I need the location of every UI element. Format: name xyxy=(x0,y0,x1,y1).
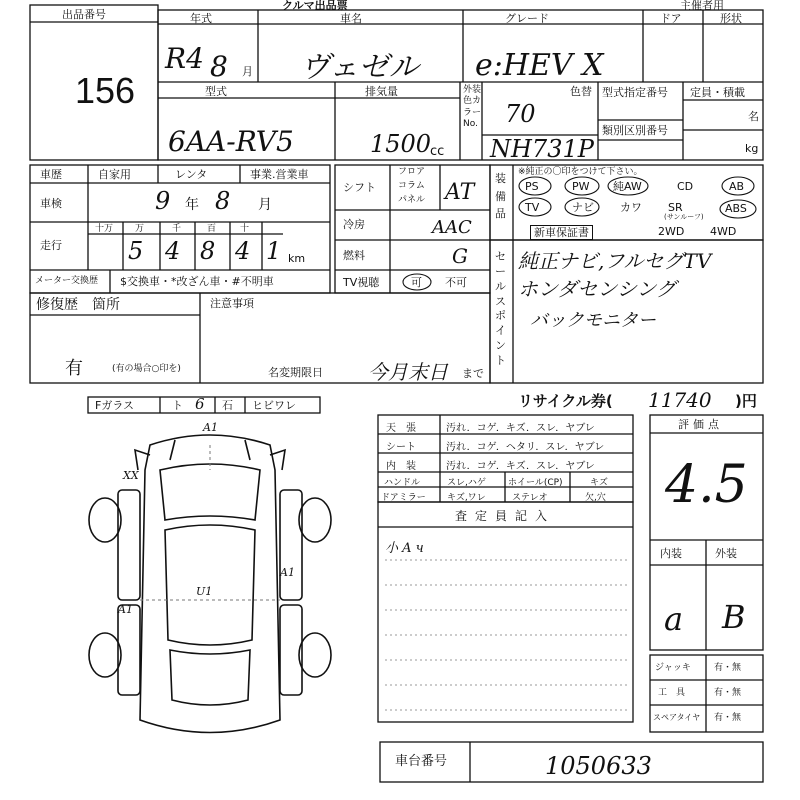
capacity-kg-unit: kg xyxy=(745,142,759,155)
jack-value: 有・無 xyxy=(714,663,742,673)
equipment-sunroof: SR xyxy=(668,201,683,214)
mileage-digit-1: 5 xyxy=(128,237,144,265)
interior-grade-label: 内装 xyxy=(660,547,682,560)
fuel-label: 燃料 xyxy=(343,249,365,262)
glass-crack: ヒビワレ xyxy=(252,399,296,412)
equipment-cd: CD xyxy=(677,180,694,193)
new-car-warranty: 新車保証書 xyxy=(530,225,593,240)
tools-label: 工 具 xyxy=(658,688,686,698)
inspection-year-unit: 年 xyxy=(185,197,199,213)
shift-value: AT xyxy=(445,180,475,205)
diagram-mark-xx: XX xyxy=(123,469,139,482)
fuel-value: G xyxy=(452,244,468,268)
condition-mirror-label: ドアミラー xyxy=(381,493,426,503)
equipment-leather: カワ xyxy=(620,201,642,214)
notes-label: 注意事項 xyxy=(210,297,254,310)
exterior-color-label: 外装色カラーNo. xyxy=(463,85,482,129)
mileage-place-1k: 千 xyxy=(172,224,182,234)
inspection-year: 9 xyxy=(155,187,171,215)
mileage-digit-5: 1 xyxy=(266,237,282,265)
capacity-label: 定員・積載 xyxy=(690,86,745,99)
sales-point-label: セールスポイント xyxy=(495,250,506,367)
meter-swap-options: $交換車・*改ざん車・#不明車 xyxy=(120,275,274,288)
doors-label: ドア xyxy=(660,12,682,25)
condition-interior-options: 汚れ．コゲ．キズ．スレ．ヤブレ xyxy=(446,461,595,472)
repair-history-label: 修復歴 箇所 xyxy=(36,297,120,313)
equipment-airbag: AB xyxy=(729,180,745,193)
score-value: 4.5 xyxy=(665,455,748,515)
business-use-label: 事業.営業車 xyxy=(250,168,309,181)
diagram-mark-right: A1 xyxy=(280,566,295,579)
inspection-label: 車検 xyxy=(40,197,62,210)
meter-swap-label: メーター交換歴 xyxy=(35,276,99,286)
condition-ceiling-options: 汚れ．コゲ．キズ．スレ．ヤブレ xyxy=(446,423,595,434)
jack-label: ジャッキ xyxy=(655,663,691,673)
mileage-digit-2: 4 xyxy=(165,237,181,265)
condition-seat-label: シート xyxy=(386,442,416,453)
inspection-month: 8 xyxy=(215,187,231,215)
equipment-label: 装備品 xyxy=(495,172,506,221)
recycle-label: リサイクル券( xyxy=(518,392,613,410)
name-change-deadline-label: 名変期限日 xyxy=(268,366,323,379)
tools-value: 有・無 xyxy=(714,688,742,698)
equipment-pw: PW xyxy=(572,180,590,193)
displacement-value: 1500 xyxy=(370,130,432,158)
model-value: 6AA-RV5 xyxy=(168,125,294,158)
displacement-unit: cc xyxy=(430,144,445,159)
inspector-label: 査定員記入 xyxy=(455,509,556,523)
mileage-place-10k: 万 xyxy=(135,224,145,234)
glass-stone: 石 xyxy=(222,399,233,412)
shift-option-column: コラム xyxy=(398,181,425,191)
lot-number: 156 xyxy=(75,70,136,111)
condition-mirror-options: キズ,ワレ xyxy=(447,493,486,503)
repair-value: 有 xyxy=(65,358,83,379)
inspection-month-unit: 月 xyxy=(258,197,272,213)
shift-option-floor: フロア xyxy=(398,167,426,177)
private-use-label: 自家用 xyxy=(98,168,131,181)
recycle-suffix: )円 xyxy=(735,392,757,410)
name-change-deadline-value: 今月末日 xyxy=(368,360,448,384)
name-change-deadline-suffix: まで xyxy=(462,367,484,380)
color-number-value: NH731P xyxy=(490,135,594,163)
grade-label: グレード xyxy=(505,12,549,25)
ac-label: 冷房 xyxy=(343,218,365,231)
sales-point-line-1: 純正ナビ,フルセグTV xyxy=(518,249,712,273)
equipment-note: ※純正の〇印をつけて下さい。 xyxy=(518,167,643,177)
month-value: 8 xyxy=(210,50,228,83)
shape-label: 形状 xyxy=(720,12,742,25)
shift-label: シフト xyxy=(343,181,376,194)
equipment-ps: PS xyxy=(525,180,539,193)
displacement-label: 排気量 xyxy=(365,85,398,98)
lot-number-label: 出品番号 xyxy=(62,8,106,21)
condition-interior-label: 内 装 xyxy=(386,461,416,472)
mileage-unit: km xyxy=(288,252,306,265)
year-value: R4 xyxy=(165,42,204,75)
recycle-value: 11740 xyxy=(648,388,712,412)
interior-grade-value: a xyxy=(664,600,684,638)
sunroof-note: (サンルーフ) xyxy=(664,213,704,221)
spare-tire-label: スペアタイヤ xyxy=(653,713,701,722)
chassis-label: 車台番号 xyxy=(395,754,448,769)
condition-ceiling-label: 天 張 xyxy=(386,423,416,434)
tv-label: TV視聴 xyxy=(343,276,380,289)
grade-value: e:HEV X xyxy=(475,48,604,83)
glass-front: Fガラス xyxy=(95,399,134,412)
mileage-place-100k: 十万 xyxy=(95,224,114,234)
color-swap-label: 色替 xyxy=(570,85,592,98)
glass-to: ト xyxy=(172,399,183,412)
model-label: 型式 xyxy=(205,85,227,98)
category-label: 類別区別番号 xyxy=(602,124,668,137)
equipment-tv: TV xyxy=(525,201,540,214)
equipment-navi: ナビ xyxy=(572,201,594,214)
equipment-abs: ABS xyxy=(725,202,747,215)
month-unit: 月 xyxy=(242,65,253,78)
shift-option-panel: パネル xyxy=(398,195,426,205)
form-title: クルマ出品票 xyxy=(282,0,348,12)
score-label: 評価点 xyxy=(678,418,723,431)
mileage-place-10: 十 xyxy=(240,224,250,234)
drive-2wd: 2WD xyxy=(658,225,685,238)
vehicle-history-label: 車歴 xyxy=(40,168,62,181)
mileage-label: 走行 xyxy=(40,239,62,252)
rental-label: レンタ xyxy=(175,168,208,181)
sales-point-line-2: ホンダセンシング xyxy=(518,277,676,301)
condition-wheel-label: ホイール(CP) xyxy=(508,478,563,488)
diagram-mark-roof: U1 xyxy=(196,585,213,598)
condition-seat-options: 汚れ．コゲ．ヘタリ．スレ．ヤブレ xyxy=(446,442,605,453)
condition-handle-options: スレ,ハゲ xyxy=(447,478,486,488)
capacity-persons-unit: 名 xyxy=(748,110,759,123)
glass-mark: 6 xyxy=(195,395,205,413)
tv-no-option: 不可 xyxy=(445,276,467,289)
tv-yes-option: 可 xyxy=(411,276,422,289)
make-label: 車名 xyxy=(340,12,362,25)
inspector-note: 小 A ч xyxy=(385,541,424,556)
diagram-mark-left: A1 xyxy=(118,603,133,616)
mileage-digit-3: 8 xyxy=(200,237,216,265)
ac-value: AAC xyxy=(432,217,472,238)
color-value: 70 xyxy=(505,100,536,128)
mileage-place-100: 百 xyxy=(207,224,217,234)
spare-tire-value: 有・無 xyxy=(714,713,742,723)
make-value: ヴェゼル xyxy=(300,50,419,85)
condition-wheel-options: キズ xyxy=(590,478,608,488)
chassis-number: 1050633 xyxy=(545,752,652,780)
mileage-digit-4: 4 xyxy=(235,237,251,265)
equipment-alloy-wheels: 純AW xyxy=(613,180,642,193)
year-label: 年式 xyxy=(190,12,212,25)
owner-use-label: 主催者用 xyxy=(680,0,724,12)
sales-point-line-3: バックモニター xyxy=(530,310,656,331)
repair-note: (有の場合○印を) xyxy=(112,364,181,374)
condition-stereo-label: ステレオ xyxy=(512,493,548,503)
exterior-grade-label: 外装 xyxy=(715,547,737,560)
type-designation-label: 型式指定番号 xyxy=(602,86,668,99)
condition-stereo-options: 欠,穴 xyxy=(585,493,606,503)
diagram-mark-front: A1 xyxy=(203,421,218,434)
condition-handle-label: ハンドル xyxy=(384,478,421,488)
drive-4wd: 4WD xyxy=(710,225,737,238)
exterior-grade-value: B xyxy=(722,598,746,636)
